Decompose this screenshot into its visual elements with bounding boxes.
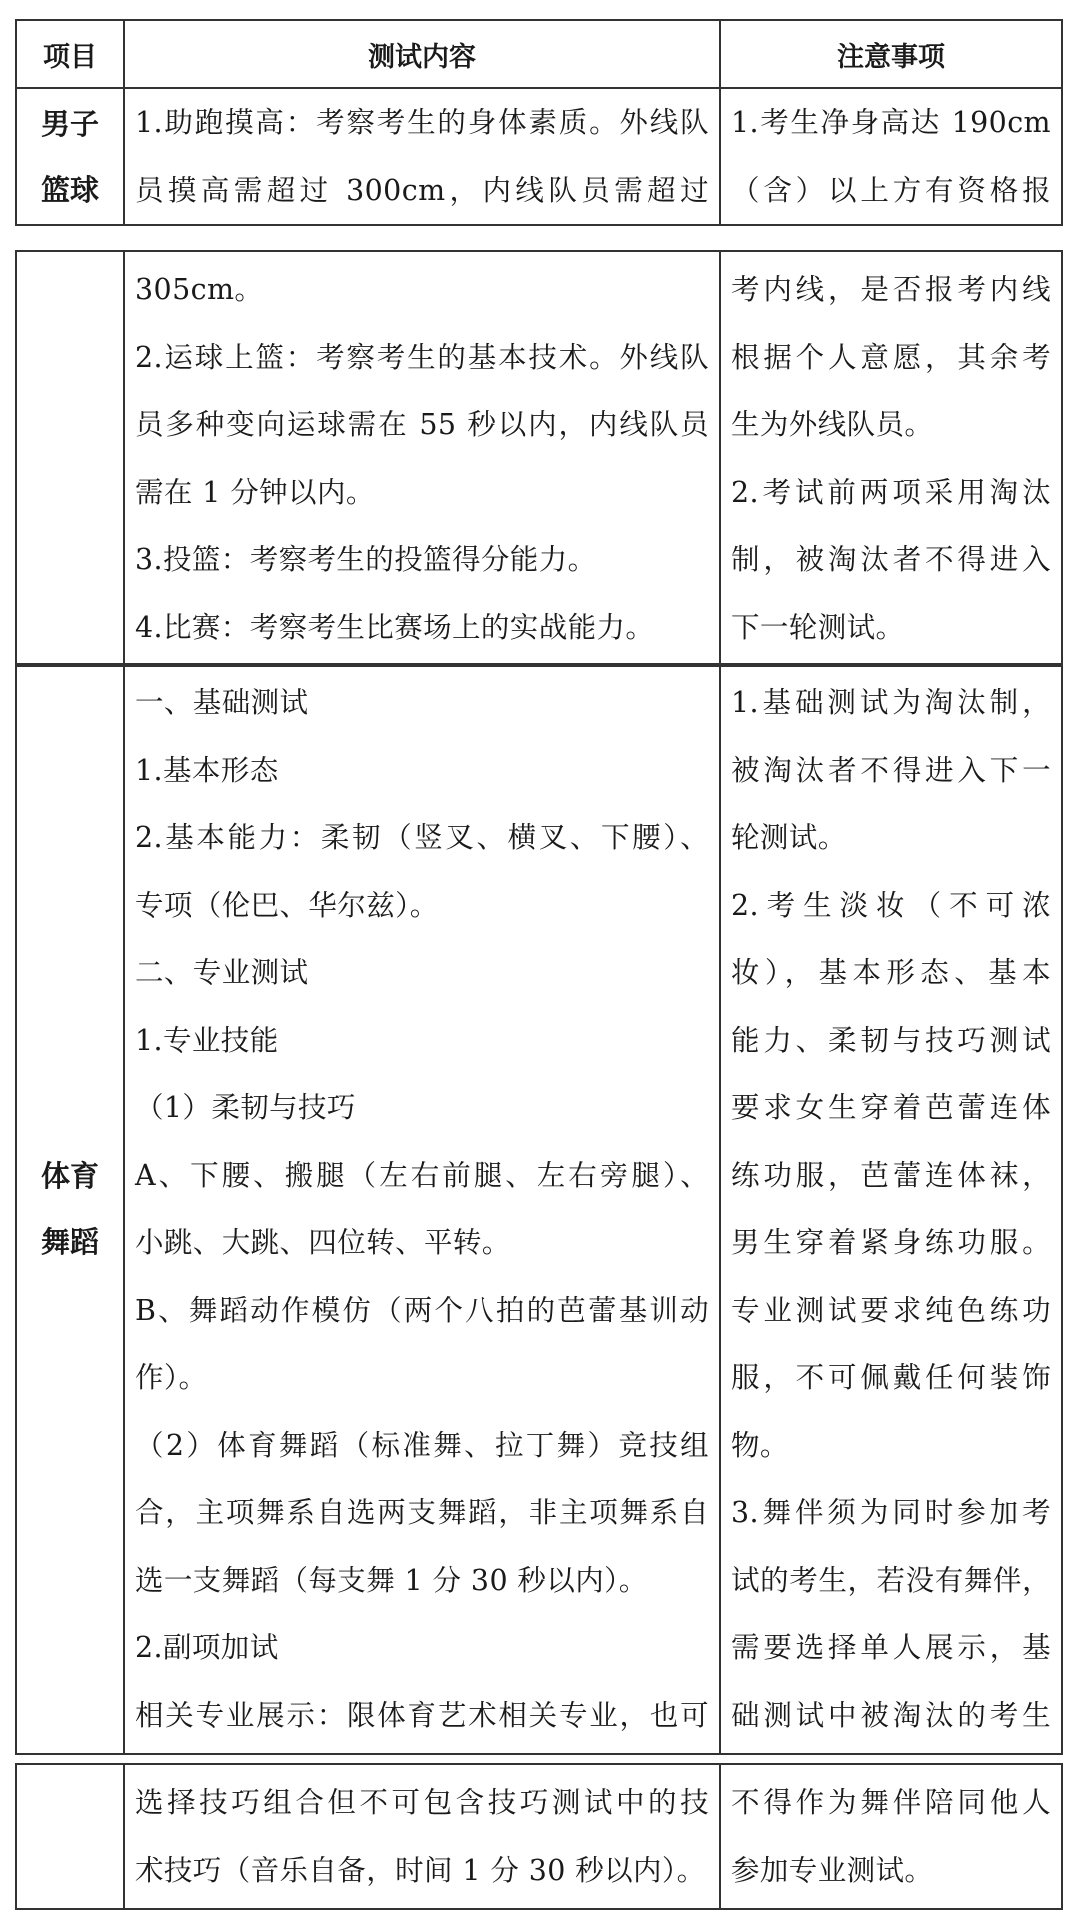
notes-line: 制，被淘汰者不得进入 — [731, 543, 1051, 576]
content-line: 2.基本能力：柔韧（竖叉、横叉、下腰）、 — [135, 821, 709, 854]
content-line: 2.副项加试 — [135, 1631, 279, 1664]
table-segment-1 — [15, 19, 1063, 226]
category-cell — [16, 88, 124, 225]
content-line: 专项（伦巴、华尔兹）。 — [135, 888, 439, 922]
notes-line: 1.基础测试为淘汰制， — [731, 686, 1051, 719]
notes-line: 2.考试前两项采用淘汰 — [731, 475, 1051, 509]
content-line: 1.基本形态 — [135, 753, 279, 787]
notes-line: 根据个人意愿，其余考 — [731, 340, 1051, 374]
header-item: 项目 — [16, 20, 124, 88]
content-line: 二、专业测试 — [135, 956, 309, 989]
content-line: 相关专业展示：限体育艺术相关专业，也可 — [135, 1698, 709, 1732]
notes-line: （含）以上方有资格报 — [731, 173, 1051, 207]
notes-cell — [720, 251, 1062, 666]
table-row-basketball — [16, 88, 1062, 225]
notes-line: 物。 — [731, 1428, 789, 1462]
category-line: 体育 — [40, 1159, 99, 1193]
table-header-row — [16, 20, 1062, 88]
notes-line: 生为外线队员。 — [731, 408, 934, 441]
notes-line: 2.考生淡妆（不可浓 — [731, 888, 1051, 922]
content-line: 合，主项舞系自选两支舞蹈，非主项舞系自 — [135, 1496, 709, 1529]
table-row-sports-dance — [16, 664, 1062, 1754]
notes-line: 轮测试。 — [731, 821, 847, 854]
category-cell-empty — [16, 251, 124, 666]
content-line: 需在 1 分钟以内。 — [135, 475, 375, 509]
notes-line: 不得作为舞伴陪同他人 — [731, 1786, 1051, 1819]
content-line: B、舞蹈动作模仿（两个八拍的芭蕾基训动 — [135, 1293, 709, 1327]
content-line: 3.投篮：考察考生的投篮得分能力。 — [135, 543, 597, 576]
content-line: 选择技巧组合但不可包含技巧测试中的技 — [135, 1786, 709, 1819]
notes-line: 练功服，芭蕾连体袜， — [731, 1158, 1051, 1192]
table-segment-2 — [15, 250, 1063, 667]
category-line: 篮球 — [40, 172, 99, 207]
notes-line: 1.考生净身高达 190cm — [731, 106, 1051, 139]
notes-line: 被淘汰者不得进入下一 — [731, 753, 1051, 787]
content-line: 4.比赛：考察考生比赛场上的实战能力。 — [135, 610, 655, 644]
content-line: 1.专业技能 — [135, 1023, 279, 1057]
content-line: A、下腰、搬腿（左右前腿、左右旁腿）、 — [135, 1158, 709, 1192]
category-cell-empty — [16, 1764, 124, 1909]
table-segment-3 — [15, 663, 1063, 1755]
notes-cell — [720, 88, 1062, 225]
category-line: 舞蹈 — [40, 1225, 99, 1259]
content-cell — [124, 251, 720, 666]
content-cell — [124, 664, 720, 1754]
notes-line: 能力、柔韧与技巧测试 — [731, 1023, 1051, 1057]
content-line: 员摸高需超过 300cm，内线队员需超过 — [135, 173, 709, 207]
content-line: 小跳、大跳、四位转、平转。 — [135, 1226, 511, 1259]
header-notes: 注意事项 — [720, 20, 1062, 88]
notes-line: 础测试中被淘汰的考生 — [731, 1698, 1051, 1732]
content-line: 2.运球上篮：考察考生的基本技术。外线队 — [135, 340, 709, 374]
notes-line: 考内线，是否报考内线 — [731, 273, 1051, 306]
notes-line: 需要选择单人展示，基 — [731, 1631, 1051, 1664]
notes-line: 试的考生，若没有舞伴， — [731, 1563, 1051, 1597]
notes-line: 下一轮测试。 — [731, 610, 905, 644]
notes-line: 要求女生穿着芭蕾连体 — [731, 1091, 1051, 1124]
category-cell — [16, 664, 124, 1754]
content-line: 选一支舞蹈（每支舞 1 分 30 秒以内）。 — [135, 1563, 648, 1597]
category-line: 男子 — [40, 106, 99, 141]
content-cell — [124, 1764, 720, 1909]
content-line: 员多种变向运球需在 55 秒以内，内线队员 — [135, 408, 709, 441]
notes-line: 男生穿着紧身练功服。 — [731, 1226, 1051, 1259]
content-line: 305cm。 — [135, 273, 264, 306]
table-segment-4 — [15, 1763, 1063, 1910]
notes-line: 妆），基本形态、基本 — [731, 956, 1051, 989]
notes-line: 服，不可佩戴任何装饰 — [731, 1361, 1051, 1394]
content-line: 作）。 — [135, 1361, 208, 1394]
content-line: 1.助跑摸高：考察考生的身体素质。外线队 — [135, 106, 709, 139]
content-line: （2）体育舞蹈（标准舞、拉丁舞）竞技组 — [135, 1428, 709, 1462]
notes-cell — [720, 1764, 1062, 1909]
table-row-basketball-continued — [16, 251, 1062, 666]
notes-line: 专业测试要求纯色练功 — [731, 1293, 1051, 1327]
table-row-sports-dance-continued — [16, 1764, 1062, 1909]
content-line: 术技巧（音乐自备，时间 1 分 30 秒以内）。 — [135, 1853, 706, 1887]
content-cell — [124, 88, 720, 225]
content-line: 一、基础测试 — [135, 686, 309, 719]
notes-line: 参加专业测试。 — [731, 1853, 934, 1887]
notes-line: 3.舞伴须为同时参加考 — [731, 1496, 1051, 1529]
content-line: （1）柔韧与技巧 — [135, 1091, 356, 1124]
header-content: 测试内容 — [124, 20, 720, 88]
notes-cell — [720, 664, 1062, 1754]
